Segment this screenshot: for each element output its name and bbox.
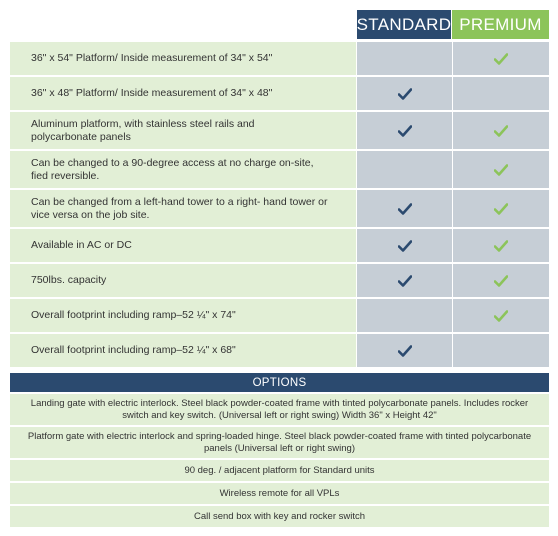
feature-text: Overall footprint including ramp–52 ¼" x 68" — [31, 344, 236, 356]
premium-cell — [453, 190, 549, 227]
standard-cell — [357, 299, 452, 332]
checkmark-icon — [398, 345, 412, 357]
premium-cell — [453, 112, 549, 149]
checkmark-icon — [494, 164, 508, 176]
option-item: Call send box with key and rocker switch — [10, 506, 549, 527]
feature-cell — [10, 229, 356, 262]
feature-cell — [10, 190, 356, 227]
feature-text: 36" x 48" Platform/ Inside measurement of 34" x 48" — [31, 87, 273, 99]
checkmark-icon — [494, 275, 508, 287]
standard-cell — [357, 151, 452, 188]
feature-cell — [10, 77, 356, 110]
table-row — [10, 190, 549, 227]
table-row — [10, 334, 549, 367]
feature-cell — [10, 151, 356, 188]
standard-header: STANDARD — [357, 10, 451, 39]
checkmark-icon — [398, 88, 412, 100]
premium-cell — [453, 229, 549, 262]
standard-cell — [357, 334, 452, 367]
checkmark-icon — [494, 310, 508, 322]
checkmark-icon — [398, 240, 412, 252]
option-item: Landing gate with electric interlock. Steel black powder-coated frame with tinted polycarbonate panels. Includes rocker switch and key switch. (Universal left or right swing) Width 36" x Height 42" — [10, 394, 549, 425]
premium-cell — [453, 299, 549, 332]
premium-cell — [453, 264, 549, 297]
table-row — [10, 299, 549, 332]
table-row — [10, 112, 549, 149]
feature-text: Available in AC or DC — [31, 239, 132, 251]
table-row — [10, 42, 549, 75]
checkmark-icon — [494, 125, 508, 137]
checkmark-icon — [398, 203, 412, 215]
options-list — [10, 394, 549, 529]
feature-cell — [10, 299, 356, 332]
options-header: OPTIONS — [10, 373, 549, 392]
standard-cell — [357, 42, 452, 75]
feature-text: Aluminum platform, with stainless steel rails and polycarbonate panels — [31, 117, 255, 143]
feature-text: Overall footprint including ramp–52 ¼" x 74" — [31, 309, 236, 321]
premium-cell — [453, 42, 549, 75]
table-row — [10, 264, 549, 297]
checkmark-icon — [494, 203, 508, 215]
feature-text: Can be changed to a 90-degree access at no charge on-site, fied reversible. — [31, 156, 314, 182]
premium-header: PREMIUM — [452, 10, 549, 39]
checkmark-icon — [398, 275, 412, 287]
comparison-table — [10, 42, 549, 369]
option-item: Platform gate with electric interlock and spring-loaded hinge. Steel black powder-coated frame with tinted polycarbonate panels (Universal left or right swing) — [10, 427, 549, 458]
standard-cell — [357, 190, 452, 227]
feature-cell — [10, 112, 356, 149]
standard-cell — [357, 77, 452, 110]
table-row — [10, 229, 549, 262]
premium-cell — [453, 334, 549, 367]
checkmark-icon — [398, 125, 412, 137]
table-row — [10, 77, 549, 110]
feature-text: 750lbs. capacity — [31, 274, 107, 286]
feature-cell — [10, 334, 356, 367]
standard-cell — [357, 229, 452, 262]
option-item: Wireless remote for all VPLs — [10, 483, 549, 504]
standard-cell — [357, 112, 452, 149]
feature-text: Can be changed from a left-hand tower to a right- hand tower or vice versa on the job site. — [31, 195, 328, 221]
premium-cell — [453, 151, 549, 188]
checkmark-icon — [494, 240, 508, 252]
option-item: 90 deg. / adjacent platform for Standard units — [10, 460, 549, 481]
checkmark-icon — [494, 53, 508, 65]
feature-cell — [10, 264, 356, 297]
table-row — [10, 151, 549, 188]
standard-cell — [357, 264, 452, 297]
feature-text: 36" x 54" Platform/ Inside measurement of 34" x 54" — [31, 52, 273, 64]
premium-cell — [453, 77, 549, 110]
feature-cell — [10, 42, 356, 75]
